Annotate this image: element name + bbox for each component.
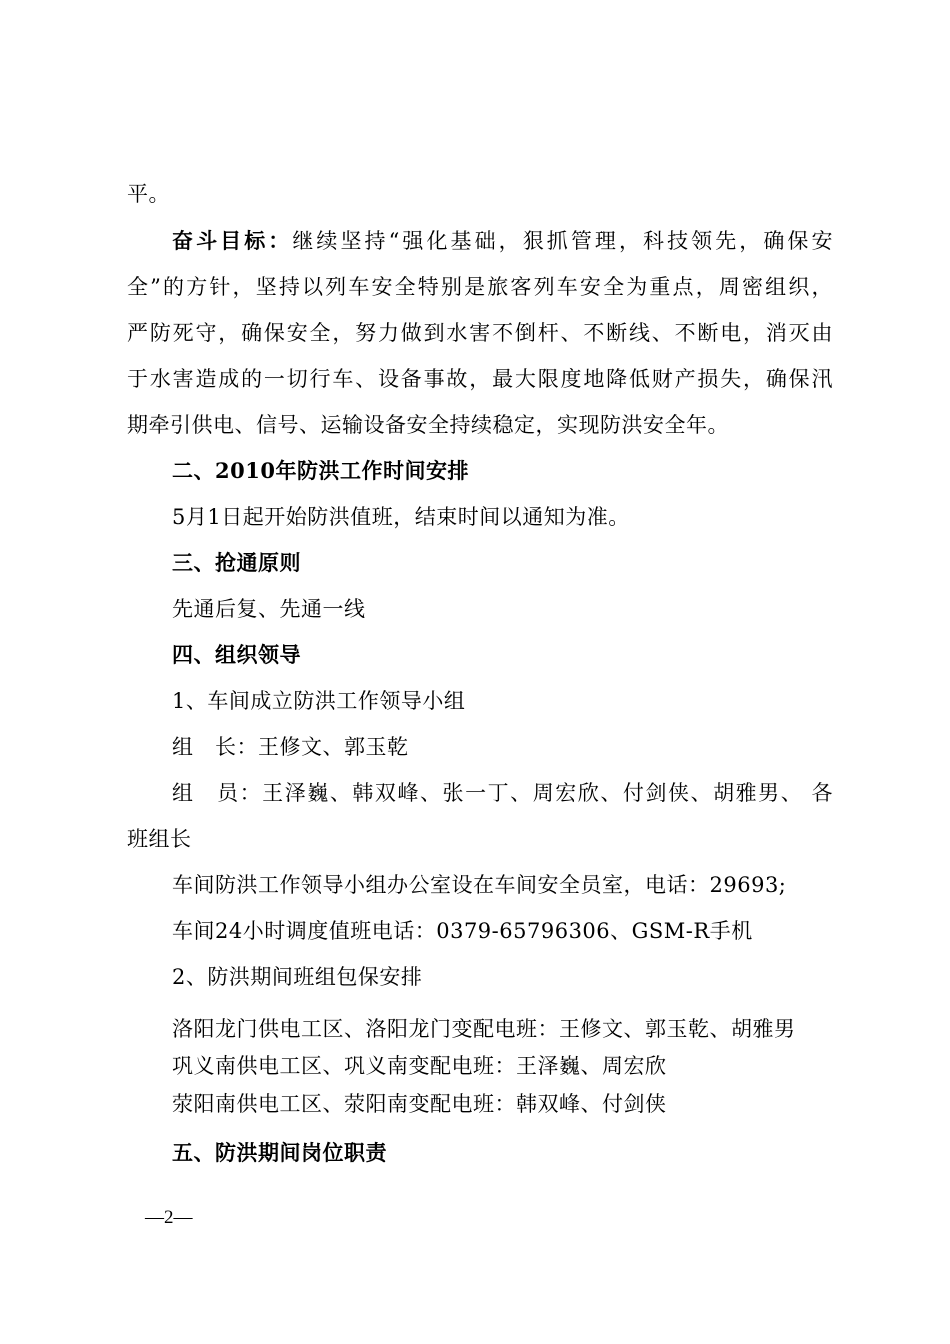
assignment-gongyi: 巩义南供电工区、巩义南变配电班：王泽巍、周宏欣 [172, 1054, 667, 1078]
section-heading-organization: 四、组织领导 [172, 642, 301, 667]
section-heading-schedule: 二、2010年防洪工作时间安排 [172, 458, 469, 483]
group-leader-line: 组 长：王修文、郭玉乾 [172, 735, 409, 759]
principle-text: 先通后复、先通一线 [172, 597, 366, 621]
group-members-line-1: 组 员：王泽巍、韩双峰、张一丁、周宏欣、付剑侠、胡雅男、 各 [172, 781, 833, 805]
goal-text: 继续坚持“强化基础，狠抓管理，科技领先，确保安 [292, 229, 834, 253]
page-number: —2— [145, 1207, 193, 1228]
goal-paragraph-line-2: 全”的方针，坚持以列车安全特别是旅客列车安全为重点，周密组织， [127, 275, 833, 299]
section-heading-duties: 五、防洪期间岗位职责 [172, 1140, 387, 1165]
goal-paragraph-line-3: 严防死守，确保安全，努力做到水害不倒杆、不断线、不断电，消灭由 [127, 321, 833, 345]
text-line-continuation: 平。 [127, 182, 170, 206]
section-heading-principle: 三、抢通原则 [172, 550, 301, 575]
subsection-team-assignment: 2、防洪期间班组包保安排 [172, 965, 423, 989]
schedule-text: 5月1日起开始防洪值班，结束时间以通知为准。 [172, 505, 630, 529]
goal-paragraph-line-4: 于水害造成的一切行车、设备事故，最大限度地降低财产损失，确保汛 [127, 367, 833, 391]
office-phone-line: 车间防洪工作领导小组办公室设在车间安全员室，电话：29693; [172, 873, 787, 897]
assignment-xingyang: 荥阳南供电工区、荥阳南变配电班：韩双峰、付剑侠 [172, 1092, 667, 1116]
goal-label: 奋斗目标： [172, 228, 293, 253]
goal-paragraph-line-5: 期牵引供电、信号、运输设备安全持续稳定，实现防洪安全年。 [127, 413, 729, 437]
assignment-luoyang: 洛阳龙门供电工区、洛阳龙门变配电班：王修文、郭玉乾、胡雅男 [172, 1017, 796, 1041]
subsection-leading-group: 1、车间成立防洪工作领导小组 [172, 689, 466, 713]
goal-paragraph-line-1 [172, 227, 833, 255]
dispatch-phone-line: 车间24小时调度值班电话：0379-65796306、GSM-R手机 [172, 919, 753, 943]
group-members-line-2: 班组长 [127, 827, 192, 851]
